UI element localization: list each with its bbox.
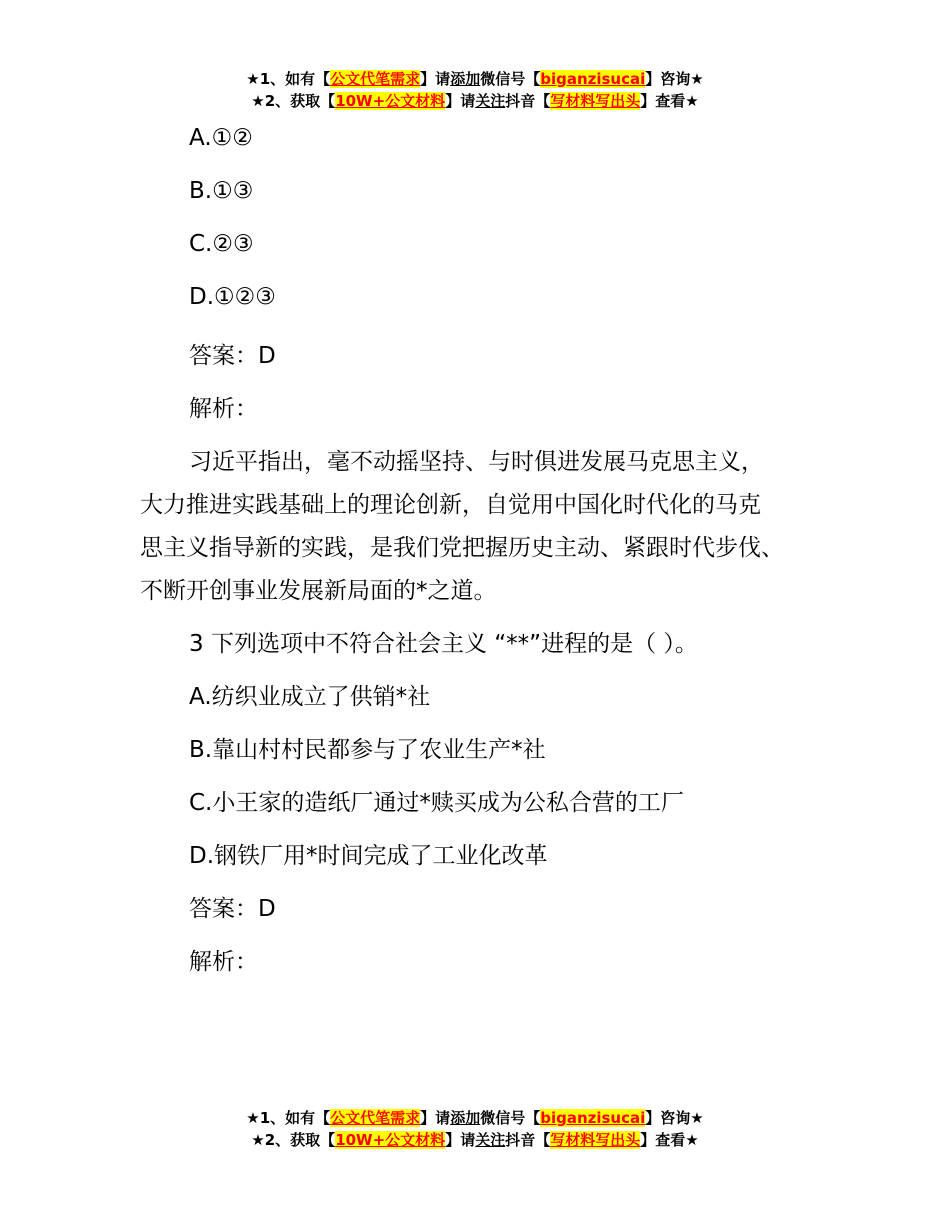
header-add-underline: 添加	[450, 70, 481, 88]
q2-option-a: A.①②	[189, 125, 253, 151]
q3-analysis-label: 解析：	[189, 949, 258, 975]
header-line-2-mid2: 抖音【	[505, 92, 551, 110]
q2-analysis-line-1: 习近平指出，毫不动摇坚持、与时俱进发展马克思主义，	[189, 449, 764, 475]
footer-add-underline: 添加	[450, 1109, 481, 1127]
header-line-2-mid1: 】请	[445, 92, 476, 110]
footer-banner	[0, 1107, 950, 1151]
header-follow-underline: 关注	[475, 92, 506, 110]
footer-douyin-highlight: 写材料写出头	[550, 1131, 641, 1149]
footer-wechat-id-highlight: biganzisucai	[540, 1109, 646, 1127]
q3-option-d: D.钢铁厂用*时间完成了工业化改革	[189, 843, 548, 869]
header-line-2-prefix: ★2、获取【	[251, 92, 336, 110]
q3-answer: 答案：D	[189, 896, 276, 922]
footer-ghostwriting-highlight: 公文代笔需求	[330, 1109, 421, 1127]
header-line-1-suffix: 】咨询★	[645, 70, 704, 88]
footer-line-2-prefix: ★2、获取【	[251, 1131, 336, 1149]
header-banner	[0, 68, 950, 112]
q2-analysis-line-4: 不断开创事业发展新局面的*之道。	[140, 578, 497, 604]
q2-option-d: D.①②③	[189, 284, 276, 310]
footer-line-2-suffix: 】查看★	[640, 1131, 699, 1149]
header-line-2	[0, 90, 950, 112]
footer-line-1-prefix: ★1、如有【	[246, 1109, 331, 1127]
header-materials-highlight: 10W+公文材料	[335, 92, 446, 110]
q2-answer: 答案：D	[189, 343, 276, 369]
q3-option-b: B.靠山村村民都参与了农业生产*社	[189, 737, 546, 763]
header-line-1-mid1: 】请	[420, 70, 451, 88]
footer-materials-highlight: 10W+公文材料	[335, 1131, 446, 1149]
q2-analysis-line-3: 思主义指导新的实践，是我们党把握历史主动、紧跟时代步伐、	[140, 535, 784, 561]
footer-line-1-suffix: 】咨询★	[645, 1109, 704, 1127]
footer-line-2-mid2: 抖音【	[505, 1131, 551, 1149]
header-douyin-highlight: 写材料写出头	[550, 92, 641, 110]
q3-question: 3 下列选项中不符合社会主义 “**”进程的是（ ）。	[189, 631, 698, 657]
header-line-2-suffix: 】查看★	[640, 92, 699, 110]
header-line-1	[0, 68, 950, 90]
header-line-1-prefix: ★1、如有【	[246, 70, 331, 88]
footer-line-2-mid1: 】请	[445, 1131, 476, 1149]
header-wechat-id-highlight: biganzisucai	[540, 70, 646, 88]
footer-line-1-mid1: 】请	[420, 1109, 451, 1127]
footer-line-1	[0, 1107, 950, 1129]
header-line-1-mid2: 微信号【	[480, 70, 541, 88]
q3-option-a: A.纺织业成立了供销*社	[189, 684, 431, 710]
footer-line-2	[0, 1129, 950, 1151]
header-ghostwriting-highlight: 公文代笔需求	[330, 70, 421, 88]
footer-follow-underline: 关注	[475, 1131, 506, 1149]
q2-option-b: B.①③	[189, 178, 254, 204]
q3-option-c: C.小王家的造纸厂通过*赎买成为公私合营的工厂	[189, 790, 684, 816]
q2-analysis-label: 解析：	[189, 396, 258, 422]
footer-line-1-mid2: 微信号【	[480, 1109, 541, 1127]
q2-option-c: C.②③	[189, 231, 254, 257]
q2-analysis-line-2: 大力推进实践基础上的理论创新，自觉用中国化时代化的马克	[140, 492, 761, 518]
